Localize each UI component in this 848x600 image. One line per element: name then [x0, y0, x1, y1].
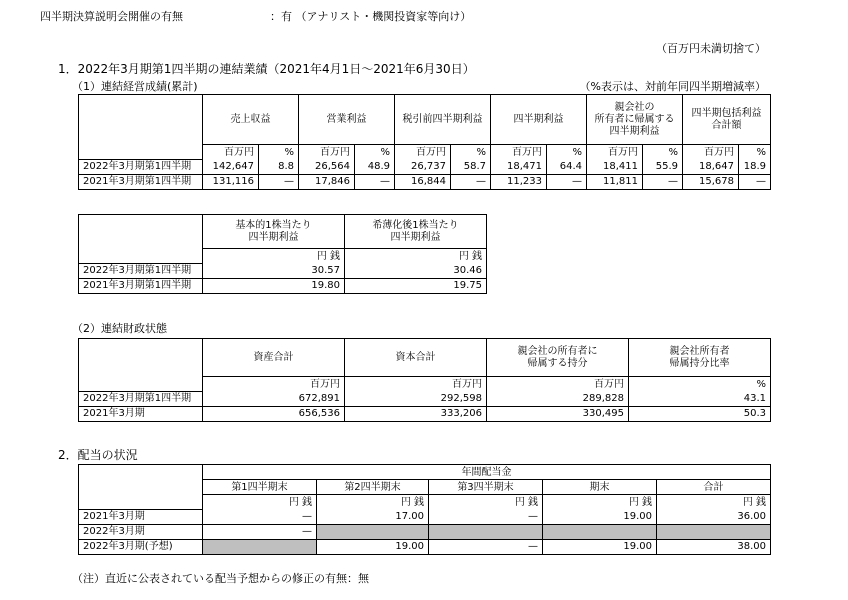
row-label: 2021年3月期 — [79, 406, 203, 421]
results-corner — [79, 95, 203, 145]
header-revenue: 売上収益 — [203, 95, 299, 145]
rounding-note: （百万円未満切捨て） — [656, 42, 766, 55]
unit-p: % — [547, 145, 587, 160]
header-year-end: 期末 — [543, 480, 657, 495]
row-label: 2022年3月期 — [79, 524, 203, 539]
header-q1-end: 第1四半期末 — [203, 480, 317, 495]
unit-m: 百万円 — [299, 145, 355, 160]
table-row: 2022年3月期(予想) 19.00 — 19.00 38.00 — [79, 539, 771, 554]
header-total-equity: 資本合計 — [345, 339, 487, 377]
header-total-assets: 資産合計 — [203, 339, 345, 377]
table-row: 2021年3月期 — 17.00 — 19.00 36.00 — [79, 509, 771, 524]
section2-title: 2．配当の状況 — [58, 448, 138, 462]
header-owners-profit: 親会社の 所有者に帰属する 四半期利益 — [587, 95, 683, 145]
header-equity-ratio: 親会社所有者 帰属持分比率 — [629, 339, 771, 377]
percent-note: （%表示は、対前年同四半期増減率） — [579, 80, 766, 93]
unit-m: 百万円 — [683, 145, 739, 160]
unit-yen: 円 銭 — [345, 249, 487, 264]
dividend-note: （注）直近に公表されている配当予想からの修正の有無：無 — [72, 572, 369, 585]
table-row: 2021年3月期第1四半期 131,116 — 17,846 — 16,844 — 11,233 — 11,811 — 15,678 — — [79, 174, 771, 189]
row-label: 2022年3月期第1四半期 — [79, 159, 203, 174]
header-q3-end: 第3四半期末 — [429, 480, 543, 495]
briefing-label: 四半期決算説明会開催の有無 — [40, 10, 183, 23]
unit-p: % — [259, 145, 299, 160]
section1-subtitle: （1）連結経営成績(累計) — [72, 80, 198, 93]
header-q2-end: 第2四半期末 — [317, 480, 429, 495]
header-owners-equity: 親会社の所有者に 帰属する持分 — [487, 339, 629, 377]
dividend-table: 年間配当金 第1四半期末 第2四半期末 第3四半期末 期末 合計 円 銭 円 銭 円 銭 円 銭 円 銭 2021年3月期 — 17.00 — 19.00 36.00 2022年3月期 — 2022年3月期(予想) 19.00 — 19.00 38.00 — [78, 464, 771, 555]
header-pretax-profit: 税引前四半期利益 — [395, 95, 491, 145]
row-label: 2022年3月期第1四半期 — [79, 263, 203, 278]
table-row: 2021年3月期 656,536 333,206 330,495 50.3 — [79, 406, 771, 421]
table-row: 2022年3月期 — — [79, 524, 771, 539]
eps-table — [78, 214, 487, 294]
financial-table: 資産合計 資本合計 親会社の所有者に 帰属する持分 親会社所有者 帰属持分比率 百万円 百万円 百万円 % 2022年3月期第1四半期 672,891 292,598 289,828 43.1 2021年3月期 656,536 333,206 330,495 50.3 — [78, 338, 771, 422]
row-label: 2021年3月期第1四半期 — [79, 174, 203, 189]
header-total: 合計 — [657, 480, 771, 495]
row-label: 2022年3月期(予想) — [79, 539, 203, 554]
header-comprehensive-income: 四半期包括利益 合計額 — [683, 95, 771, 145]
unit-p: % — [355, 145, 395, 160]
unit-p: % — [451, 145, 491, 160]
header-annual-dividend: 年間配当金 — [203, 465, 771, 480]
table-row: 2021年3月期第1四半期 19.80 19.75 — [79, 278, 487, 293]
header-diluted-eps: 希薄化後1株当たり 四半期利益 — [345, 215, 487, 249]
header-operating-profit: 営業利益 — [299, 95, 395, 145]
row-label: 2021年3月期 — [79, 509, 203, 524]
unit-m: 百万円 — [491, 145, 547, 160]
section1-title: 1．2022年3月期第1四半期の連結業績（2021年4月1日～2021年6月30日） — [58, 62, 475, 76]
unit-p: % — [643, 145, 683, 160]
header-quarterly-profit: 四半期利益 — [491, 95, 587, 145]
briefing-value: ：有 （アナリスト・機関投資家等向け） — [270, 10, 472, 23]
unit-m: 百万円 — [395, 145, 451, 160]
row-label: 2022年3月期第1四半期 — [79, 391, 203, 406]
table-row: 2022年3月期第1四半期 30.57 30.46 — [79, 263, 487, 278]
table-row: 2022年3月期第1四半期 672,891 292,598 289,828 43.1 — [79, 391, 771, 406]
unit-p: % — [739, 145, 771, 160]
unit-m: 百万円 — [203, 145, 259, 160]
table-row: 2022年3月期第1四半期 142,647 8.8 26,564 48.9 26,737 58.7 18,471 64.4 18,411 55.9 18,647 18.9 — [79, 159, 771, 174]
unit-m: 百万円 — [587, 145, 643, 160]
unit-yen: 円 銭 — [203, 249, 345, 264]
row-label: 2021年3月期第1四半期 — [79, 278, 203, 293]
results-table — [78, 94, 771, 190]
header-basic-eps: 基本的1株当たり 四半期利益 — [203, 215, 345, 249]
section-fin-title: （2）連結財政状態 — [72, 322, 167, 335]
